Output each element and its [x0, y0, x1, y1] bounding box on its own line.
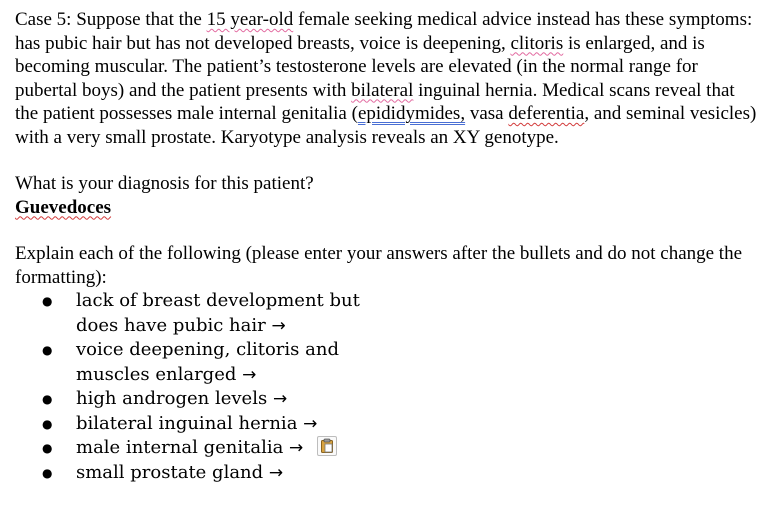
case-text-4: inguinal hernia. Medical scans reveal that the patient possesses male internal genitalia ( — [15, 79, 735, 124]
bullet-item[interactable] — [15, 387, 376, 412]
case-text-1: Case 5: Suppose that the — [15, 9, 207, 30]
spell-flag-deferentia[interactable]: deferentia — [508, 103, 585, 124]
clipboard-paste-icon[interactable] — [317, 436, 337, 456]
arrow-icon: → — [272, 389, 288, 409]
spell-flag-bilateral[interactable]: bilateral — [351, 79, 414, 101]
case-paragraph[interactable] — [15, 8, 760, 149]
case-text-3: is enlarged, and is becoming muscular. The patient’s testosterone levels are elevated (in the normal range for pubertal boys) and the patient presents with — [15, 32, 705, 101]
bullet-text: high androgen levels — [76, 388, 268, 409]
grammar-flag-epididymides[interactable]: epididymides, — [357, 103, 466, 124]
spell-flag-answer[interactable]: Guevedoces — [15, 196, 112, 218]
arrow-icon: → — [271, 315, 286, 336]
spell-flag-clitoris[interactable]: clitoris — [510, 32, 564, 54]
bullet-item[interactable] — [15, 412, 376, 437]
bullet-text: small prostate gland — [76, 461, 264, 483]
bullet-text: voice deepening, clitoris and muscles enlarged — [76, 339, 339, 385]
bullet-item[interactable] — [15, 338, 376, 387]
arrow-icon: → — [268, 462, 284, 483]
case-text-5: vasa — [465, 103, 509, 124]
case-text-2: female seeking medical advice instead has these symptoms: has pubic hair but has not developed breasts, voice is deepening, — [15, 9, 753, 54]
arrow-icon: → — [303, 413, 318, 434]
explain-instructions: Explain each of the following (please enter your answers after the bullets and do not change the formatting): — [15, 243, 743, 288]
bullet-item[interactable] — [15, 461, 376, 486]
document-body[interactable] — [15, 8, 760, 485]
bullet-text: male internal genitalia — [76, 437, 284, 458]
bullet-item[interactable] — [15, 436, 376, 461]
bullet-item[interactable] — [15, 289, 376, 338]
arrow-icon: → — [242, 364, 257, 385]
spell-flag-age[interactable]: 15 year-old — [206, 9, 294, 30]
bullet-list — [15, 289, 760, 485]
bullet-text: bilateral inguinal hernia — [76, 412, 298, 434]
case-text-6: , and seminal vesicles) with a very small prostate. Karyotype analysis reveals an XY genotype. — [15, 103, 757, 148]
bullet-text: lack of breast development but does have pubic hair — [76, 290, 360, 336]
diagnosis-question: What is your diagnosis for this patient? — [15, 173, 314, 194]
arrow-icon: → — [289, 438, 304, 458]
diagnosis-answer[interactable] — [15, 196, 760, 220]
